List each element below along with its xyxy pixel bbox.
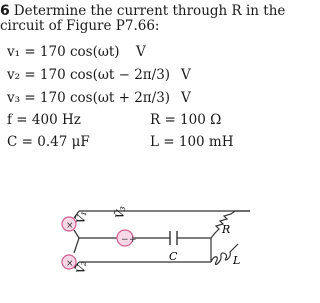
inductor-label: L — [233, 254, 241, 267]
v3-unit: V — [181, 90, 191, 106]
source-v2-label: Ṽ₂ — [74, 260, 90, 275]
v1-expression: v₁ = 170 cos(ωt) — [7, 44, 120, 60]
v2-top-lead — [74, 238, 79, 253]
capacitance-value: C = 0.47 μF — [7, 134, 90, 150]
source-v3-plus: + — [129, 235, 137, 245]
source-v1-label: Ṽ₁ — [74, 210, 90, 225]
inductance-value: L = 100 mH — [150, 134, 234, 150]
v2-unit: V — [181, 67, 191, 83]
problem-text: Determine the current through R in the circuit of Figure P7.66: — [0, 3, 286, 34]
source-v3-minus: − — [121, 235, 129, 245]
v1-bottom-lead — [74, 230, 79, 238]
resistor-icon — [211, 211, 250, 238]
v2-expression: v₂ = 170 cos(ωt − 2π/3) — [7, 67, 171, 83]
frequency-value: f = 400 Hz — [7, 112, 81, 128]
v3-expression: v₃ = 170 cos(ωt + 2π/3) — [7, 90, 171, 106]
problem-header — [0, 4, 296, 34]
circuit-diagram — [40, 198, 265, 288]
source-v2-sign: × — [66, 259, 74, 269]
resistor-label: R — [222, 223, 231, 236]
capacitor-label: C — [169, 250, 178, 263]
source-v3-label: Ṽ₃ — [113, 205, 129, 220]
source-v1-sign: × — [66, 221, 74, 231]
problem-number: 6 — [0, 3, 10, 19]
resistance-value: R = 100 Ω — [150, 112, 222, 128]
v1-unit: V — [136, 44, 146, 60]
